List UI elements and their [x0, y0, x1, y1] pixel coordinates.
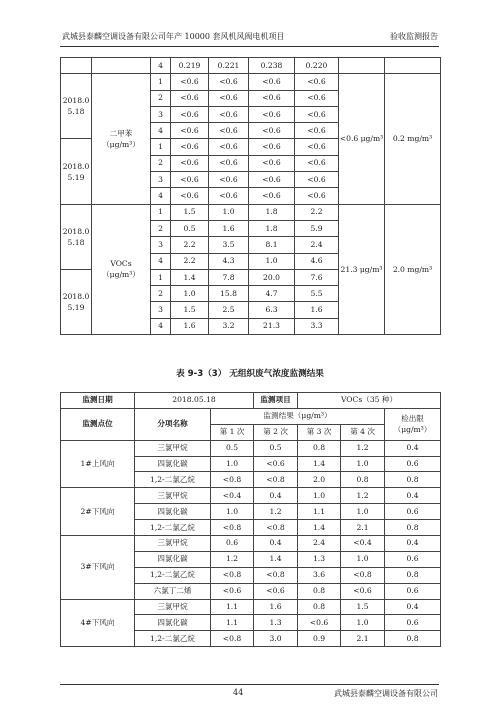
compound-name: 四氯化碳: [135, 456, 211, 472]
value-cell: 1.1: [211, 599, 254, 615]
value-cell: 21.3: [249, 318, 295, 334]
table-row: [61, 74, 441, 90]
max-value: <0.6 μg/m³: [339, 74, 385, 204]
value-cell: 1.0: [249, 253, 295, 269]
value-cell: 4.6: [295, 253, 339, 269]
footer-divider: [60, 684, 439, 685]
value-cell: 1.0: [211, 504, 254, 520]
monitoring-point: 2#下风向: [61, 488, 135, 536]
item-label: 监测项目: [254, 393, 298, 409]
value-cell: 0.8: [341, 472, 385, 488]
max-value: 21.3 μg/m³: [339, 204, 385, 334]
value-cell: <0.8: [211, 472, 254, 488]
page-number: 44: [233, 688, 244, 697]
value-cell: 5.5: [295, 286, 339, 302]
value-cell: 1.2: [211, 551, 254, 567]
value-cell: <0.6: [341, 583, 385, 599]
value-cell: <0.6: [249, 106, 295, 122]
value-cell: 1.6: [171, 318, 209, 334]
sample-index: 4: [151, 253, 171, 269]
compound-name: 三氯甲烷: [135, 488, 211, 504]
detection-limit: 0.6: [385, 456, 441, 472]
value-cell: <0.6: [295, 188, 339, 204]
value-cell: 1.1: [298, 504, 341, 520]
value-cell: 4.7: [249, 286, 295, 302]
value-cell: 1.5: [341, 599, 385, 615]
value-cell: <0.6: [249, 74, 295, 90]
detection-limit: 0.6: [385, 615, 441, 631]
table-row: [61, 58, 441, 74]
value-cell: <0.6: [171, 188, 209, 204]
value-cell: 2.1: [341, 631, 385, 647]
value-cell: <0.6: [249, 90, 295, 106]
value-cell: 1.2: [254, 504, 298, 520]
value-cell: 1.0: [209, 204, 249, 220]
compound-name: 1,2-二氯乙烷: [135, 472, 211, 488]
value-cell: 20.0: [249, 269, 295, 285]
point-label: 监测点位: [61, 408, 135, 440]
date-label: 监测日期: [61, 393, 135, 409]
value-cell: <0.6: [209, 188, 249, 204]
value-cell: 1.4: [298, 456, 341, 472]
compound-name: 三氯甲烷: [135, 536, 211, 552]
value-cell: 8.1: [249, 237, 295, 253]
detection-limit: 0.8: [385, 520, 441, 536]
monitoring-point: 4#下风向: [61, 599, 135, 647]
detection-limit: 0.8: [385, 567, 441, 583]
table-row: [61, 488, 441, 504]
value-cell: <0.6: [249, 172, 295, 188]
header-divider: [60, 46, 439, 47]
sample-index: 3: [151, 237, 171, 253]
value-cell: <0.6: [295, 155, 339, 171]
value-cell: 0.5: [171, 220, 209, 236]
value-cell: <0.6: [171, 106, 209, 122]
value-cell: 1.4: [254, 551, 298, 567]
compound-name: 四氯化碳: [135, 551, 211, 567]
monitoring-point: 1#上风向: [61, 440, 135, 488]
value-cell: 5.9: [295, 220, 339, 236]
value-cell: <0.8: [254, 567, 298, 583]
compound-name: 三氯甲烷: [135, 599, 211, 615]
value-cell: <0.8: [341, 567, 385, 583]
value-cell: 1.2: [341, 440, 385, 456]
value-cell: <0.6: [171, 74, 209, 90]
sample-index: 4: [151, 318, 171, 334]
value-cell: <0.6: [209, 155, 249, 171]
header-doc-type: 验收监测报告: [390, 32, 438, 41]
footer-company: 武城县泰麟空调设备有限公司: [334, 689, 438, 698]
value-cell: <0.6: [249, 188, 295, 204]
detect-label: 检出限（μg/m³）: [385, 408, 441, 440]
compound-name: 1,2-二氯乙烷: [135, 567, 211, 583]
value-cell: 3.3: [295, 318, 339, 334]
compound-name: 三氯甲烷: [135, 440, 211, 456]
detection-limit: 0.4: [385, 599, 441, 615]
value-cell: 1.0: [171, 286, 209, 302]
value-cell: <0.6: [171, 155, 209, 171]
value-cell: 1.1: [211, 615, 254, 631]
value-cell: 1.0: [211, 456, 254, 472]
value-cell: <0.6: [171, 123, 209, 139]
sample-index: 1: [151, 139, 171, 155]
value-cell: 1.8: [249, 220, 295, 236]
value-cell: <0.8: [254, 520, 298, 536]
value-cell: <0.6: [249, 123, 295, 139]
value-cell: <0.8: [211, 520, 254, 536]
compound-name: 四氯化碳: [135, 615, 211, 631]
value-cell: <0.6: [254, 456, 298, 472]
sample-index: 4: [151, 123, 171, 139]
detection-limit: 0.6: [385, 551, 441, 567]
value-cell: <0.6: [295, 106, 339, 122]
sample-date: 2018.0 5.18: [61, 74, 92, 139]
sample-index: 1: [151, 204, 171, 220]
value-cell: <0.6: [171, 90, 209, 106]
value-cell: 2.2: [295, 204, 339, 220]
value-cell: 0.4: [254, 488, 298, 504]
value-cell: 1.6: [209, 220, 249, 236]
table-caption: 表 9-3（3） 无组织废气浓度监测结果: [176, 369, 324, 379]
sample-date: 2018.0 5.18: [61, 204, 92, 269]
value-cell: 1.8: [249, 204, 295, 220]
value-cell: 2.1: [341, 520, 385, 536]
sample-date: 2018.0 5.19: [61, 269, 92, 334]
value-cell: 1.0: [341, 551, 385, 567]
value-cell: 2.2: [171, 237, 209, 253]
sample-index: 4: [151, 188, 171, 204]
value-cell: <0.6: [295, 172, 339, 188]
detection-limit: 0.6: [385, 504, 441, 520]
value-cell: 15.8: [209, 286, 249, 302]
value-cell: 6.3: [249, 302, 295, 318]
detection-limit: 0.8: [385, 631, 441, 647]
value-cell: 0.238: [249, 58, 295, 74]
blank-cell: [61, 58, 92, 74]
value-cell: 0.8: [298, 599, 341, 615]
pollutant-label: 二甲苯: [109, 128, 133, 138]
sample-index: 1: [151, 74, 171, 90]
value-cell: 0.8: [298, 440, 341, 456]
result-label: 监测结果（μg/m³）: [211, 408, 385, 424]
run-4: 第 4 次: [341, 424, 385, 440]
value-cell: <0.6: [209, 172, 249, 188]
value-cell: <0.8: [254, 472, 298, 488]
value-cell: 1.5: [171, 204, 209, 220]
detection-limit: 0.4: [385, 488, 441, 504]
value-cell: <0.6: [211, 583, 254, 599]
value-cell: 2.4: [298, 536, 341, 552]
value-cell: 0.9: [298, 631, 341, 647]
value-cell: <0.6: [209, 90, 249, 106]
value-cell: 0.4: [254, 536, 298, 552]
table-row: [61, 599, 441, 615]
sample-index: 3: [151, 302, 171, 318]
voc-results-table: [60, 392, 441, 647]
value-cell: 1.3: [254, 615, 298, 631]
table-row: [61, 536, 441, 552]
value-cell: 0.221: [209, 58, 249, 74]
value-cell: <0.8: [211, 567, 254, 583]
sample-index: 3: [151, 106, 171, 122]
detection-limit: 0.8: [385, 472, 441, 488]
value-cell: 3.6: [298, 567, 341, 583]
value-cell: <0.6: [209, 106, 249, 122]
compound-name: 六氯丁二烯: [135, 583, 211, 599]
sample-index: 1: [151, 269, 171, 285]
run-3: 第 3 次: [298, 424, 341, 440]
value-cell: 1.5: [171, 302, 209, 318]
blank-cell: [385, 58, 441, 74]
value-cell: 0.219: [171, 58, 209, 74]
value-cell: 1.0: [298, 488, 341, 504]
value-cell: 1.2: [341, 488, 385, 504]
value-cell: 3.0: [254, 631, 298, 647]
value-cell: <0.6: [209, 74, 249, 90]
sample-date: 2018.0 5.19: [61, 139, 92, 204]
value-cell: 2.0: [298, 472, 341, 488]
run-1: 第 1 次: [211, 424, 254, 440]
value-cell: <0.6: [209, 139, 249, 155]
value-cell: 2.2: [171, 253, 209, 269]
value-cell: 1.6: [295, 302, 339, 318]
value-cell: 3.2: [209, 318, 249, 334]
page-header: [62, 31, 438, 43]
value-cell: <0.6: [254, 583, 298, 599]
detection-limit: 0.4: [385, 536, 441, 552]
table-row: [61, 204, 441, 220]
sample-index: 2: [151, 286, 171, 302]
blank-cell: [92, 58, 151, 74]
value-cell: <0.6: [249, 155, 295, 171]
value-cell: 0.5: [211, 440, 254, 456]
detection-limit: 2.0 mg/m³: [385, 204, 441, 334]
value-cell: 1.3: [298, 551, 341, 567]
pollutant-unit: （μg/m³）: [102, 270, 140, 280]
compound-name: 1,2-二氯乙烷: [135, 631, 211, 647]
value-cell: <0.6: [171, 172, 209, 188]
value-cell: 1.0: [341, 615, 385, 631]
sample-index: 3: [151, 172, 171, 188]
value-cell: <0.6: [295, 74, 339, 90]
monitoring-point: 3#下风向: [61, 536, 135, 600]
value-cell: 1.6: [254, 599, 298, 615]
detection-limit: 0.6: [385, 583, 441, 599]
blank-cell: [339, 58, 385, 74]
run-2: 第 2 次: [254, 424, 298, 440]
value-cell: 7.6: [295, 269, 339, 285]
sample-index: 4: [151, 58, 171, 74]
value-cell: <0.6: [249, 139, 295, 155]
item-value: VOCs（35 种）: [298, 393, 441, 409]
value-cell: 0.6: [211, 536, 254, 552]
value-cell: <0.6: [298, 615, 341, 631]
value-cell: 0.8: [298, 583, 341, 599]
value-cell: 1.0: [341, 456, 385, 472]
value-cell: 0.5: [254, 440, 298, 456]
compound-name: 四氯化碳: [135, 504, 211, 520]
value-cell: 1.0: [341, 504, 385, 520]
value-cell: 2.5: [209, 302, 249, 318]
value-cell: <0.6: [171, 139, 209, 155]
value-cell: 4.3: [209, 253, 249, 269]
value-cell: 2.4: [295, 237, 339, 253]
pollutant-unit: （μg/m³）: [102, 139, 140, 149]
table-row: [61, 440, 441, 456]
compound-name: 1,2-二氯乙烷: [135, 520, 211, 536]
detection-limit: 0.4: [385, 440, 441, 456]
value-cell: 1.4: [171, 269, 209, 285]
pollutant-label: VOCs: [110, 259, 132, 269]
value-cell: 3.5: [209, 237, 249, 253]
results-table-continued: [60, 57, 441, 335]
header-project-title: 武城县泰麟空调设备有限公司年产 10000 套风机风阀电机项目: [62, 32, 285, 41]
value-cell: <0.6: [295, 139, 339, 155]
value-cell: <0.4: [211, 488, 254, 504]
pollutant-name: [92, 74, 151, 204]
value-cell: 1.4: [298, 520, 341, 536]
pollutant-name: [92, 204, 151, 334]
detection-limit: 0.2 mg/m³: [385, 74, 441, 204]
value-cell: <0.6: [295, 90, 339, 106]
value-cell: <0.6: [209, 123, 249, 139]
name-label: 分项名称: [135, 408, 211, 440]
value-cell: <0.6: [295, 123, 339, 139]
sample-index: 2: [151, 155, 171, 171]
sample-index: 2: [151, 90, 171, 106]
value-cell: 0.220: [295, 58, 339, 74]
value-cell: <0.8: [211, 631, 254, 647]
date-value: 2018.05.18: [135, 393, 254, 409]
value-cell: <0.4: [341, 536, 385, 552]
value-cell: 7.8: [209, 269, 249, 285]
sample-index: 2: [151, 220, 171, 236]
